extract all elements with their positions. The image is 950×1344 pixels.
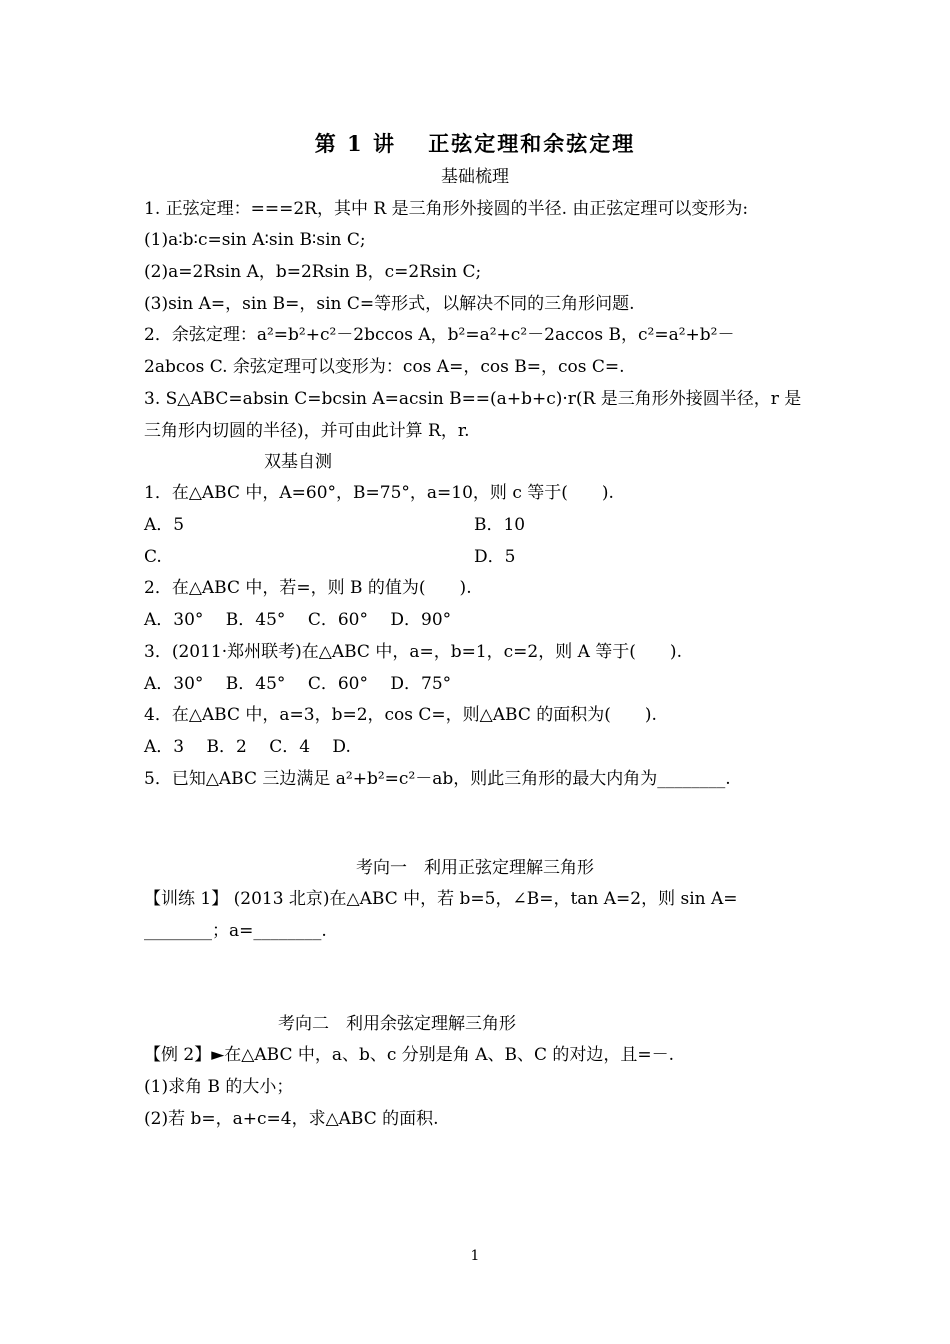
page-number: 1 — [470, 1248, 480, 1264]
basics-line-3: (2)a=2Rsin A，b=2Rsin B，c=2Rsin C; — [144, 262, 482, 282]
example-2-line-3: (2)若 b=，a+c=4，求△ABC 的面积. — [144, 1109, 439, 1129]
question-1-option-d: D．5 — [474, 547, 516, 567]
basics-line-6: 2abcos C. 余弦定理可以变形为：cos A=，cos B=，cos C=. — [144, 357, 625, 377]
question-2: 2．在△ABC 中，若=，则 B 的值为( ). — [144, 578, 472, 598]
example-2-line-2: (1)求角 B 的大小； — [144, 1077, 294, 1097]
basics-line-2: (1)a∶b∶c=sin A∶sin B∶sin C; — [144, 230, 366, 250]
question-1-option-a: A．5 — [144, 515, 185, 535]
section-heading-basics: 基础梳理 — [441, 167, 509, 187]
question-1: 1．在△ABC 中，A=60°，B=75°，a=10，则 c 等于( ). — [144, 483, 614, 503]
question-1-option-b: B．10 — [474, 515, 526, 535]
direction-2-heading: 考向二 利用余弦定理解三角形 — [278, 1014, 516, 1034]
question-3-options: A．30° B．45° C．60° D．75° — [144, 674, 452, 694]
training-1-line-2: ________；a=________. — [144, 921, 327, 941]
section-heading-self-test: 双基自测 — [264, 452, 332, 472]
example-2-line-1: 【例 2】►在△ABC 中，a、b、c 分别是角 A、B、C 的对边，且=－. — [144, 1045, 675, 1065]
question-4: 4．在△ABC 中，a=3，b=2，cos C=，则△ABC 的面积为( ). — [144, 705, 657, 725]
basics-line-8: 三角形内切圆的半径)，并可由此计算 R，r. — [144, 421, 470, 441]
basics-line-5: 2．余弦定理：a²=b²+c²－2bccos A，b²=a²+c²－2accos B，c²=a²+b²－ — [144, 325, 735, 345]
question-4-options: A．3 B．2 C．4 D. — [144, 737, 351, 757]
basics-line-4: (3)sin A=，sin B=，sin C=等形式，以解决不同的三角形问题. — [144, 294, 635, 314]
basics-line-7: 3. S△ABC=absin C=bcsin A=acsin B==(a+b+c)·r(R 是三角形外接圆半径，r 是 — [144, 389, 802, 409]
question-3: 3．(2011·郑州联考)在△ABC 中，a=，b=1，c=2，则 A 等于( ). — [144, 642, 682, 662]
basics-line-1: 1. 正弦定理：===2R，其中 R 是三角形外接圆的半径. 由正弦定理可以变形为: — [144, 199, 749, 219]
question-1-option-c: C. — [144, 547, 162, 567]
question-5: 5．已知△ABC 三边满足 a²+b²=c²－ab，则此三角形的最大内角为________. — [144, 769, 731, 789]
training-1-line-1: 【训练 1】 (2013 北京)在△ABC 中，若 b=5，∠B=，tan A=2，则 sin A= — [144, 889, 738, 909]
question-2-options: A．30° B．45° C．60° D．90° — [144, 610, 452, 630]
direction-1-heading: 考向一 利用正弦定理解三角形 — [356, 858, 594, 878]
document-title: 第 1 讲 正弦定理和余弦定理 — [314, 131, 636, 156]
